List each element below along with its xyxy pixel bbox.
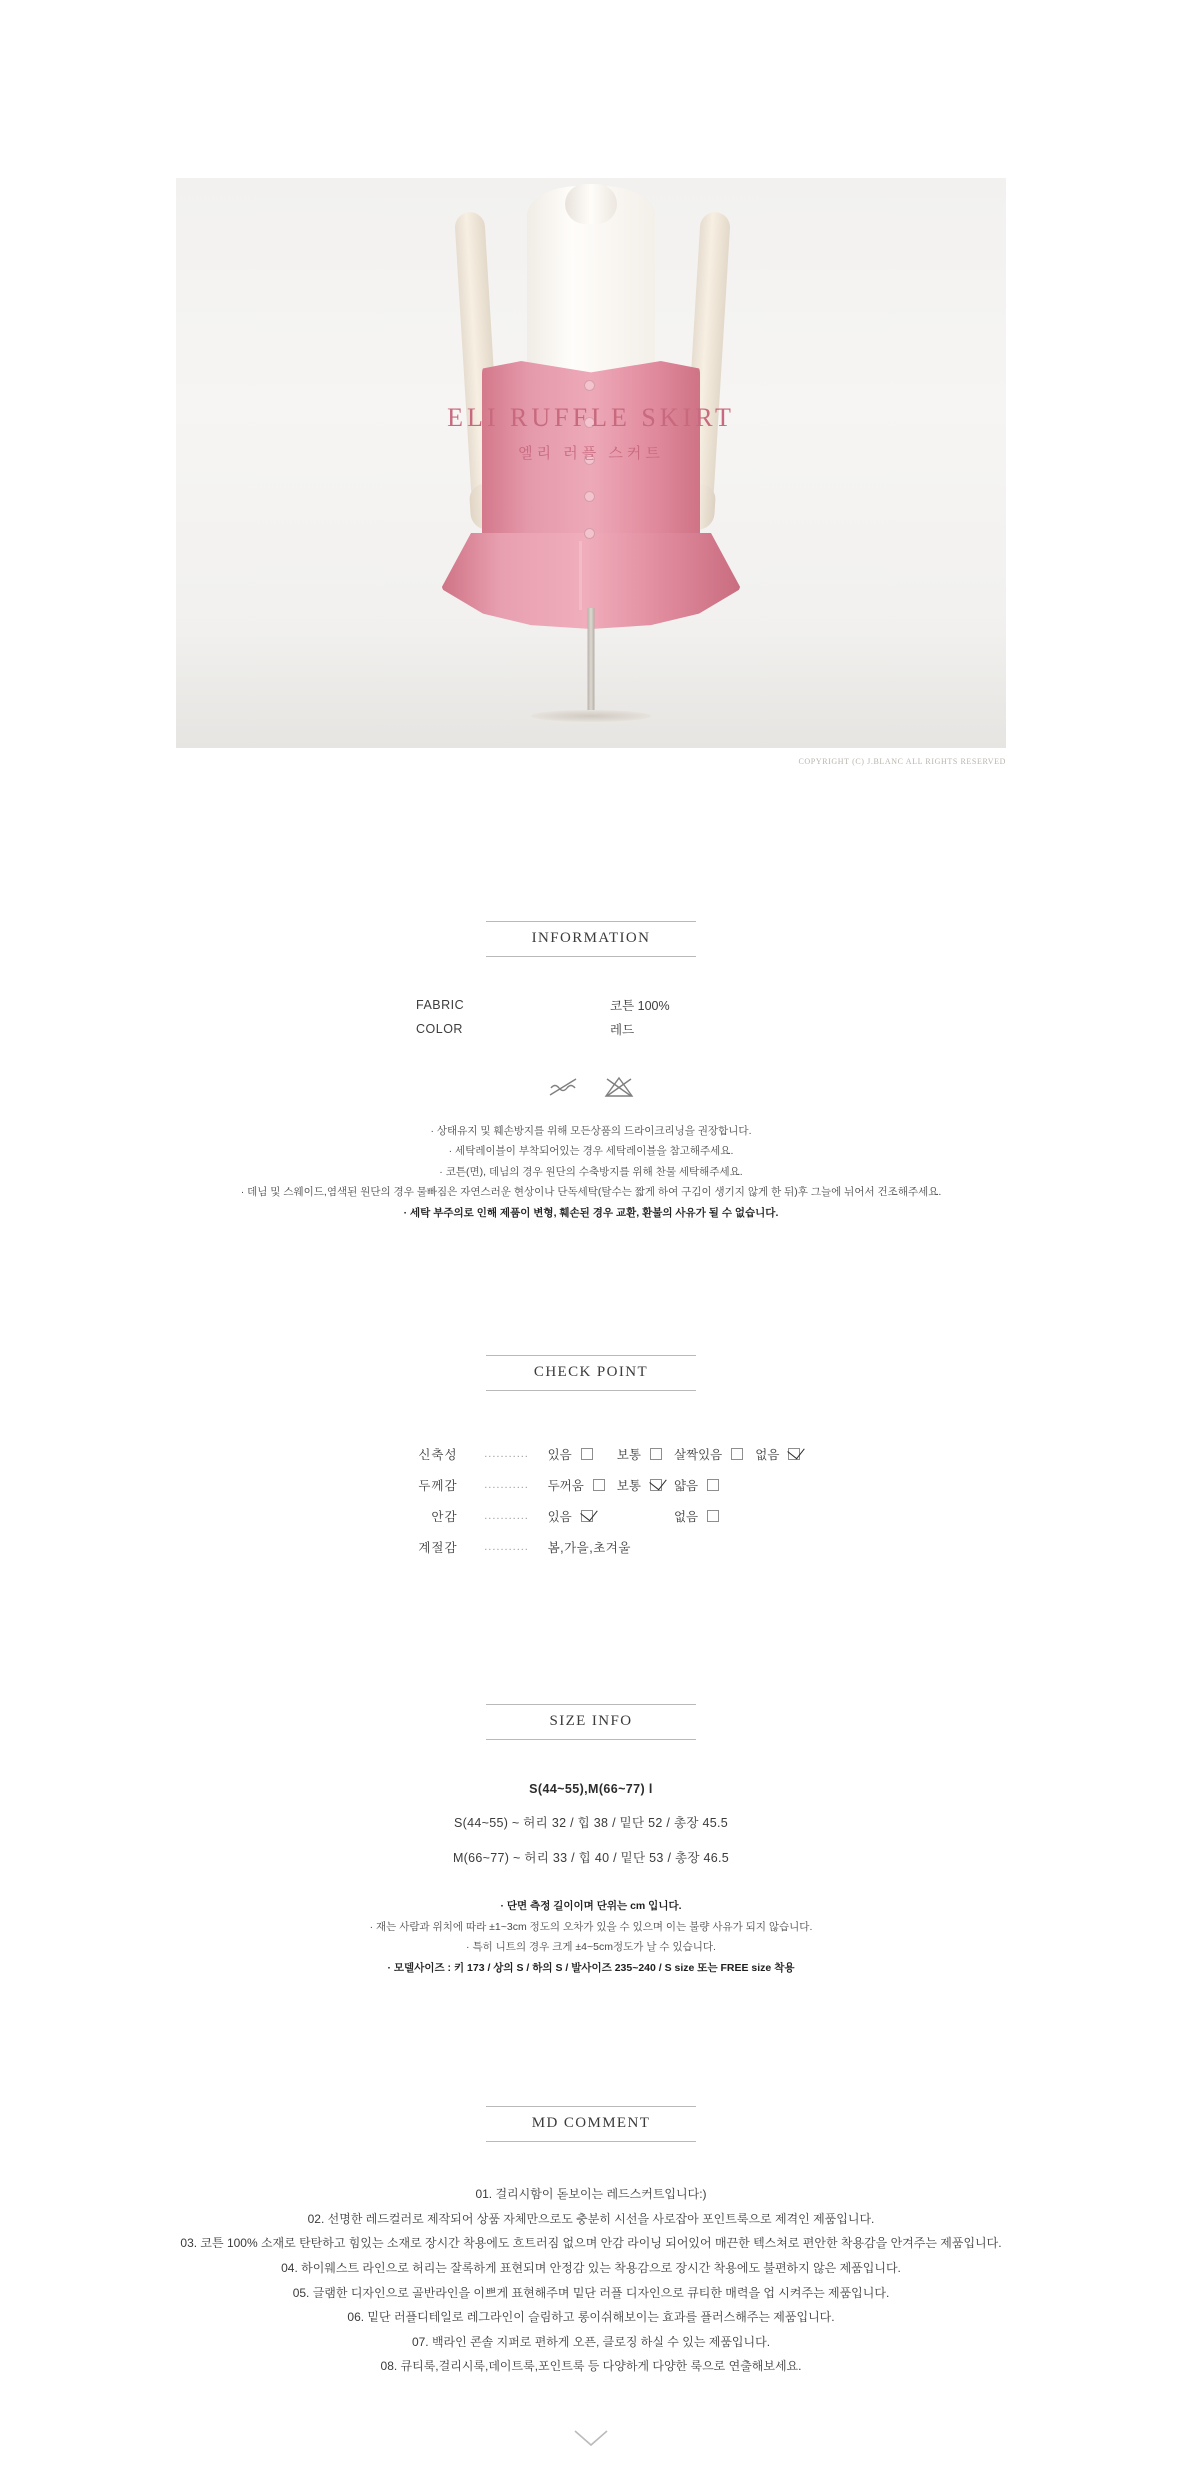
thickness-option-1 xyxy=(611,1475,668,1495)
mdcomment-section xyxy=(0,2106,1182,2379)
information-section xyxy=(0,921,1182,1223)
thickness-option-0 xyxy=(542,1475,611,1495)
mdcomment-list xyxy=(61,2182,1121,2379)
mannequin-neck xyxy=(565,184,617,224)
list-item: 06. 밑단 러플디테일로 레그라인이 슬림하고 롱이쉬해보이는 효과를 플러스해주는 제품입니다. xyxy=(347,2310,835,2325)
product-image xyxy=(176,178,1006,748)
checkbox-checked[interactable] xyxy=(581,1510,593,1522)
season-value: 봄,가을,초겨울 xyxy=(547,1541,631,1556)
care-line: · 코튼(면), 데님의 경우 원단의 수축방지를 위해 찬물 세탁해주세요. xyxy=(439,1165,743,1178)
size-note: · 재는 사람과 위치에 따라 ±1~3cm 정도의 오차가 있을 수 있으며 이는 불량 사유가 되지 않습니다. xyxy=(369,1920,813,1933)
hero-title-ko: 엘리 러플 스커트 xyxy=(518,445,664,462)
fabric-value: 코튼 100% xyxy=(610,999,670,1013)
color-value: 레드 xyxy=(610,1023,635,1037)
stretch-option-0 xyxy=(542,1444,611,1464)
care-line: · 세탁레이블이 부착되어있는 경우 세탁레이블을 참고해주세요. xyxy=(448,1145,734,1158)
stretch-label: 신축성 xyxy=(418,1448,458,1463)
season-label: 계절감 xyxy=(418,1541,458,1556)
option-label: 있음 xyxy=(547,1448,572,1463)
thickness-option-2 xyxy=(668,1475,749,1495)
dots: ........... xyxy=(484,1448,529,1461)
color-label: COLOR xyxy=(416,1022,463,1036)
hand-wash-prohibited-icon xyxy=(548,1075,578,1099)
lining-label: 안감 xyxy=(431,1510,458,1525)
option-label: 보통 xyxy=(616,1479,641,1494)
size-measure-s: S(44~55) ~ 허리 32 / 힙 38 / 밑단 52 / 총장 45.5 xyxy=(453,1816,729,1831)
fabric-label: FABRIC xyxy=(416,998,465,1012)
checkbox[interactable] xyxy=(731,1448,743,1460)
option-label: 살짝있음 xyxy=(673,1448,723,1463)
lining-option-1 xyxy=(668,1506,749,1526)
size-note: · 특히 니트의 경우 크게 ±4~5cm정도가 날 수 있습니다. xyxy=(466,1941,716,1954)
hero-title xyxy=(176,403,1006,463)
mannequin-stand-base xyxy=(531,710,651,722)
stretch-option-1 xyxy=(611,1444,668,1464)
table-row xyxy=(416,1017,766,1041)
size-notes xyxy=(141,1896,1041,1978)
dots: ........... xyxy=(484,1541,529,1554)
lining-option-0 xyxy=(542,1506,611,1526)
option-label: 있음 xyxy=(547,1510,572,1525)
hero-title-en: ELI RUFFLE SKIRT xyxy=(447,403,735,432)
list-item: 08. 큐티룩,걸리시룩,데이트룩,포인트룩 등 다양하게 다양한 룩으로 연출해보세요. xyxy=(380,2359,802,2374)
list-item: 03. 코튼 100% 소재로 탄탄하고 힘있는 소재로 장시간 착용에도 흐트러짐 없으며 안감 라이닝 되어있어 매끈한 텍스쳐로 편안한 착용감을 안겨주는 제품입니다. xyxy=(180,2236,1002,2251)
table-row xyxy=(376,1444,807,1464)
checkbox[interactable] xyxy=(707,1510,719,1522)
hero-section xyxy=(176,178,1006,766)
care-line: · 상태유지 및 훼손방지를 위해 모든상품의 드라이크리닝을 권장합니다. xyxy=(430,1125,752,1137)
option-label: 얇음 xyxy=(673,1479,699,1494)
list-item: 01. 걸리시함이 돋보이는 레드스커트입니다:) xyxy=(475,2187,707,2202)
mannequin-stand xyxy=(588,608,595,716)
dots: ........... xyxy=(484,1510,529,1523)
thickness-label: 두께감 xyxy=(418,1479,458,1494)
option-label: 없음 xyxy=(755,1448,780,1463)
list-item: 04. 하이웨스트 라인으로 허리는 잘록하게 표현되며 안정감 있는 착용감으로 장시간 착용에도 불편하지 않은 제품입니다. xyxy=(281,2261,901,2275)
checkpoint-heading: CHECK POINT xyxy=(486,1355,696,1391)
stretch-option-3 xyxy=(749,1444,806,1464)
sizeinfo-heading: SIZE INFO xyxy=(486,1704,696,1740)
size-note: · 단면 측정 길이이며 단위는 cm 입니다. xyxy=(500,1900,682,1913)
checkbox[interactable] xyxy=(650,1448,662,1460)
table-row xyxy=(416,993,766,1017)
list-item: 02. 선명한 레드컬러로 제작되어 상품 자체만으로도 충분히 시선을 사로잡아 포인트룩으로 제격인 제품입니다. xyxy=(307,2211,875,2226)
list-item: 07. 백라인 콘솔 지퍼로 편하게 오픈, 클로징 하실 수 있는 제품입니다. xyxy=(411,2334,771,2349)
option-label: 보통 xyxy=(616,1448,641,1463)
table-row xyxy=(376,1506,807,1526)
care-line: · 데님 및 스웨이드,염색된 원단의 경우 물빠짐은 자연스러운 현상이나 단독세탁(탈수는 짧게 하여 구김이 생기지 않게 한 뒤)후 그늘에 뉘어서 건조해주세요. xyxy=(240,1186,942,1199)
sizeinfo-section xyxy=(0,1704,1182,1978)
checkbox-checked[interactable] xyxy=(650,1479,662,1491)
checkbox[interactable] xyxy=(707,1479,719,1491)
care-instruction-icons xyxy=(501,1075,681,1099)
mdcomment-heading: MD COMMENT xyxy=(486,2106,696,2142)
checkbox[interactable] xyxy=(593,1479,605,1491)
option-label: 없음 xyxy=(673,1510,699,1525)
size-options: S(44~55),M(66~77) l xyxy=(529,1782,653,1797)
table-row xyxy=(376,1537,807,1557)
checkbox[interactable] xyxy=(581,1448,593,1460)
checkbox-checked[interactable] xyxy=(788,1448,800,1460)
table-row xyxy=(376,1475,807,1495)
care-instruction-text xyxy=(141,1121,1041,1223)
copyright-text: COPYRIGHT (C) J.BLANC ALL RIGHTS RESERVED xyxy=(798,757,1006,766)
information-table xyxy=(416,993,766,1041)
option-label: 두꺼움 xyxy=(547,1479,584,1494)
model-size-note: · 모델사이즈 : 키 173 / 상의 S / 하의 S / 발사이즈 235~240 / S size 또는 FREE size 착용 xyxy=(387,1961,795,1974)
information-heading: INFORMATION xyxy=(486,921,696,957)
care-warning: · 세탁 부주의로 인해 제품이 변형, 훼손된 경우 교환, 환불의 사유가 될 수 없습니다. xyxy=(403,1206,779,1219)
stretch-option-2 xyxy=(668,1444,749,1464)
checkpoint-table xyxy=(376,1433,807,1568)
checkpoint-section xyxy=(0,1355,1182,1568)
list-item: 05. 글램한 디자인으로 골반라인을 이쁘게 표현해주며 밑단 러플 디자인으로 큐티한 매력을 업 시켜주는 제품입니다. xyxy=(292,2285,890,2300)
size-measure-m: M(66~77) ~ 허리 33 / 힙 40 / 밑단 53 / 총장 46.5 xyxy=(452,1851,730,1866)
chevron-down-icon[interactable] xyxy=(571,2427,611,2449)
dots: ........... xyxy=(484,1479,529,1492)
no-bleach-icon xyxy=(604,1075,634,1099)
